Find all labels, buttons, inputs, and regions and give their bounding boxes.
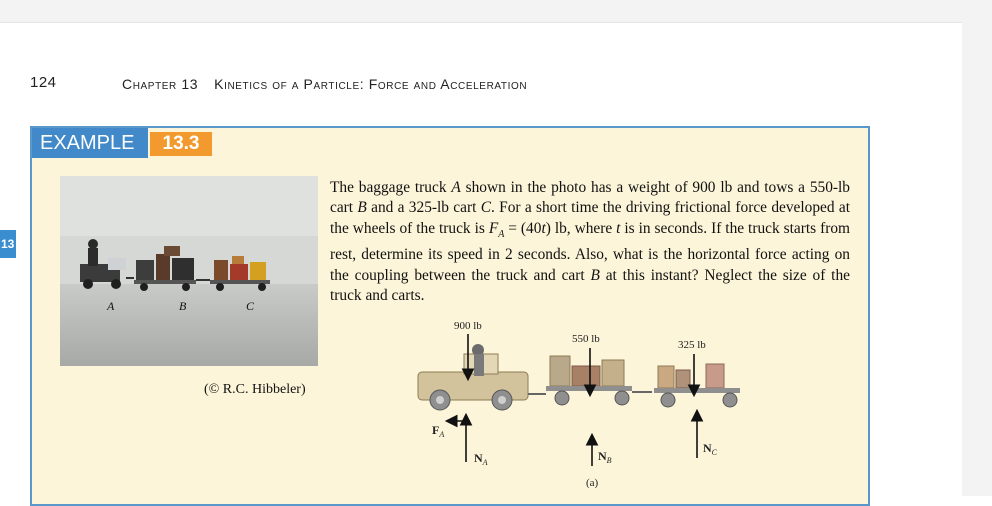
top-toolbar-strip [0,0,992,23]
photo-label-c: C [246,299,255,313]
diagram-caption: (a) [586,477,599,489]
viewer-right-gutter [962,22,992,496]
cart-b-drawing [546,356,652,405]
page-number: 124 [30,74,57,91]
photo-label-b: B [179,299,187,313]
baggage-truck-photo [60,176,318,366]
friction-label: $F_A$ [432,423,445,439]
problem-var: A [451,179,461,196]
weight-label-b: 550 lb [572,333,600,345]
chapter-side-tab[interactable]: 13 [0,230,16,258]
normal-label-c: $N_C$ [703,441,718,457]
example-label: EXAMPLE [32,128,148,158]
problem-text: and a 325-lb cart [366,199,481,217]
running-header [122,76,527,92]
photo-credit: (© R.C. Hibbeler) [204,382,306,397]
problem-var: t [541,219,546,237]
problem-text: The baggage truck [330,179,452,196]
problem-var: F [488,219,499,237]
problem-statement [330,178,850,307]
chapter-title: Kinetics of a Particle: Force and Acceleration [214,76,528,92]
photo-label-a: A [107,299,115,313]
problem-var: C [480,199,491,217]
problem-text: at this instant? Neglect the size of the truck and carts. [330,266,850,305]
problem-var: B [357,199,367,217]
normal-label-b: $N_B$ [598,449,612,465]
problem-text: = (40 [504,219,542,237]
free-body-diagram [410,310,760,496]
problem-text: is in seconds. If the truck starts from rest, determine its speed in 2 seconds. Also, what is the horizontal force acting on the coupling between the truck and cart [330,219,850,284]
problem-text: shown in the photo has a weight of 900 lb and tows a 550-lb cart [330,179,851,217]
problem-text: . For a short time the driving frictional force developed at the wheels of the truck is [330,199,850,237]
normal-label-a: $N_A$ [474,451,488,467]
truck-drawing [418,344,546,410]
problem-var: t [616,219,621,237]
weight-label-c: 325 lb [678,339,706,351]
chapter-label: Chapter 13 [122,76,199,92]
weight-label-a: 900 lb [454,320,482,332]
problem-text: ) lb, where [545,219,617,237]
example-header [32,128,868,160]
cart-c-drawing [654,364,740,407]
problem-var: B [590,266,600,284]
problem-subscript: A [498,228,505,240]
example-number: 13.3 [150,132,212,156]
